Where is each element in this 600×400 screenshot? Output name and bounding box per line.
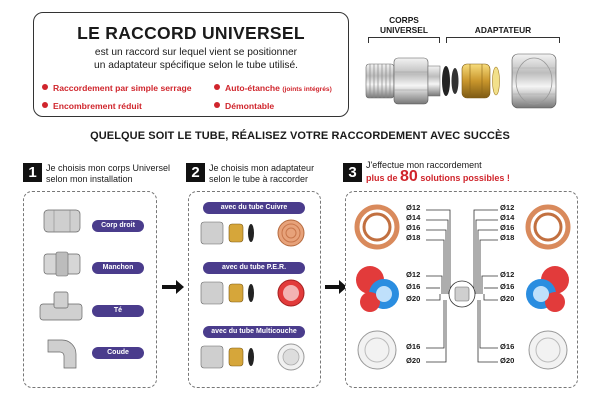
bullet-icon: [214, 84, 220, 90]
diameter-label: Ø12: [406, 270, 421, 279]
intro-desc-line-2: un adaptateur spécifique selon le tube utilisé.: [94, 59, 298, 71]
diameter-label: Ø16: [500, 223, 515, 232]
coude-image: [42, 334, 82, 372]
bullet-icon: [214, 102, 220, 108]
diameter-label: Ø14: [500, 213, 515, 222]
intro-desc-line-1: est un raccord sur lequel vient se positionner: [94, 47, 298, 58]
body-label-te: Té: [92, 305, 144, 317]
te-image: [38, 290, 84, 324]
manchon-image: [42, 250, 82, 278]
adapter-per-image: [199, 278, 311, 308]
label-corps-universel: CORPS UNIVERSEL: [380, 15, 428, 35]
tube-per-left-image: [350, 262, 404, 314]
bracket-adaptateur: [446, 37, 560, 43]
feature-auto-etanche: Auto-étanche (joints intégrés): [214, 83, 332, 93]
arrow-right-icon: [325, 280, 347, 294]
diameter-label: Ø16: [406, 342, 421, 351]
diameter-label: Ø20: [500, 356, 515, 365]
tube-label-cuivre: avec du tube Cuivre: [203, 202, 305, 214]
feature-demontable: Démontable: [214, 101, 274, 111]
tube-label-multicouche: avec du tube Multicouche: [203, 326, 305, 338]
step-3-text: J'effectue mon raccordement plus de 80 solutions possibles !: [366, 160, 510, 185]
body-label-coude: Coude: [92, 347, 144, 359]
diameter-label: Ø16: [406, 223, 421, 232]
intro-box: [33, 12, 349, 117]
diameter-label: Ø18: [500, 233, 515, 242]
tube-per-right-image: [521, 262, 575, 314]
tube-label-per: avec du tube P.E.R.: [203, 262, 305, 274]
diameter-label: Ø12: [500, 203, 515, 212]
diameter-label: Ø20: [406, 356, 421, 365]
feature-encombrement: Encombrement réduit: [42, 101, 142, 111]
diameter-label: Ø12: [406, 203, 421, 212]
step-3-number: 3: [343, 163, 362, 182]
bullet-icon: [42, 102, 48, 108]
intro-title: LE RACCORD UNIVERSEL: [77, 23, 305, 43]
feature-simple-serrage: Raccordement par simple serrage: [42, 83, 192, 93]
step-2-text: Je choisis mon adaptateur selon le tube à raccorder: [209, 163, 315, 184]
tube-cuivre-right-image: [521, 204, 575, 250]
corp-droit-image: [42, 206, 82, 236]
product-exploded-view: [362, 46, 572, 116]
connection-diagram: [426, 204, 498, 374]
panel-bodies: [23, 191, 157, 388]
diameter-label: Ø14: [406, 213, 421, 222]
panel-solutions: [345, 191, 578, 388]
adapter-multicouche-image: [199, 342, 311, 372]
arrow-right-icon: [162, 280, 184, 294]
body-label-corp-droit: Corp droit: [92, 220, 144, 232]
intro-description: [64, 47, 328, 72]
diameter-label: Ø16: [500, 282, 515, 291]
tube-multicouche-left-image: [350, 328, 404, 372]
body-label-manchon: Manchon: [92, 262, 144, 274]
diameter-label: Ø18: [406, 233, 421, 242]
diameter-label: Ø16: [406, 282, 421, 291]
tagline: QUELQUE SOIT LE TUBE, RÉALISEZ VOTRE RACCORDEMENT AVEC SUCCÈS: [90, 130, 510, 142]
step-2-number: 2: [186, 163, 205, 182]
bracket-corps: [368, 37, 440, 43]
bullet-icon: [42, 84, 48, 90]
step-1-number: 1: [23, 163, 42, 182]
adapter-cuivre-image: [199, 218, 311, 248]
label-adaptateur: ADAPTATEUR: [474, 25, 532, 35]
diameter-label: Ø16: [500, 342, 515, 351]
tube-cuivre-left-image: [350, 204, 404, 250]
tube-multicouche-right-image: [521, 328, 575, 372]
step-1-text: Je choisis mon corps Universel selon mon installation: [46, 163, 171, 184]
diameter-label: Ø20: [406, 294, 421, 303]
diameter-label: Ø20: [500, 294, 515, 303]
diameter-label: Ø12: [500, 270, 515, 279]
panel-adapters: [188, 191, 321, 388]
